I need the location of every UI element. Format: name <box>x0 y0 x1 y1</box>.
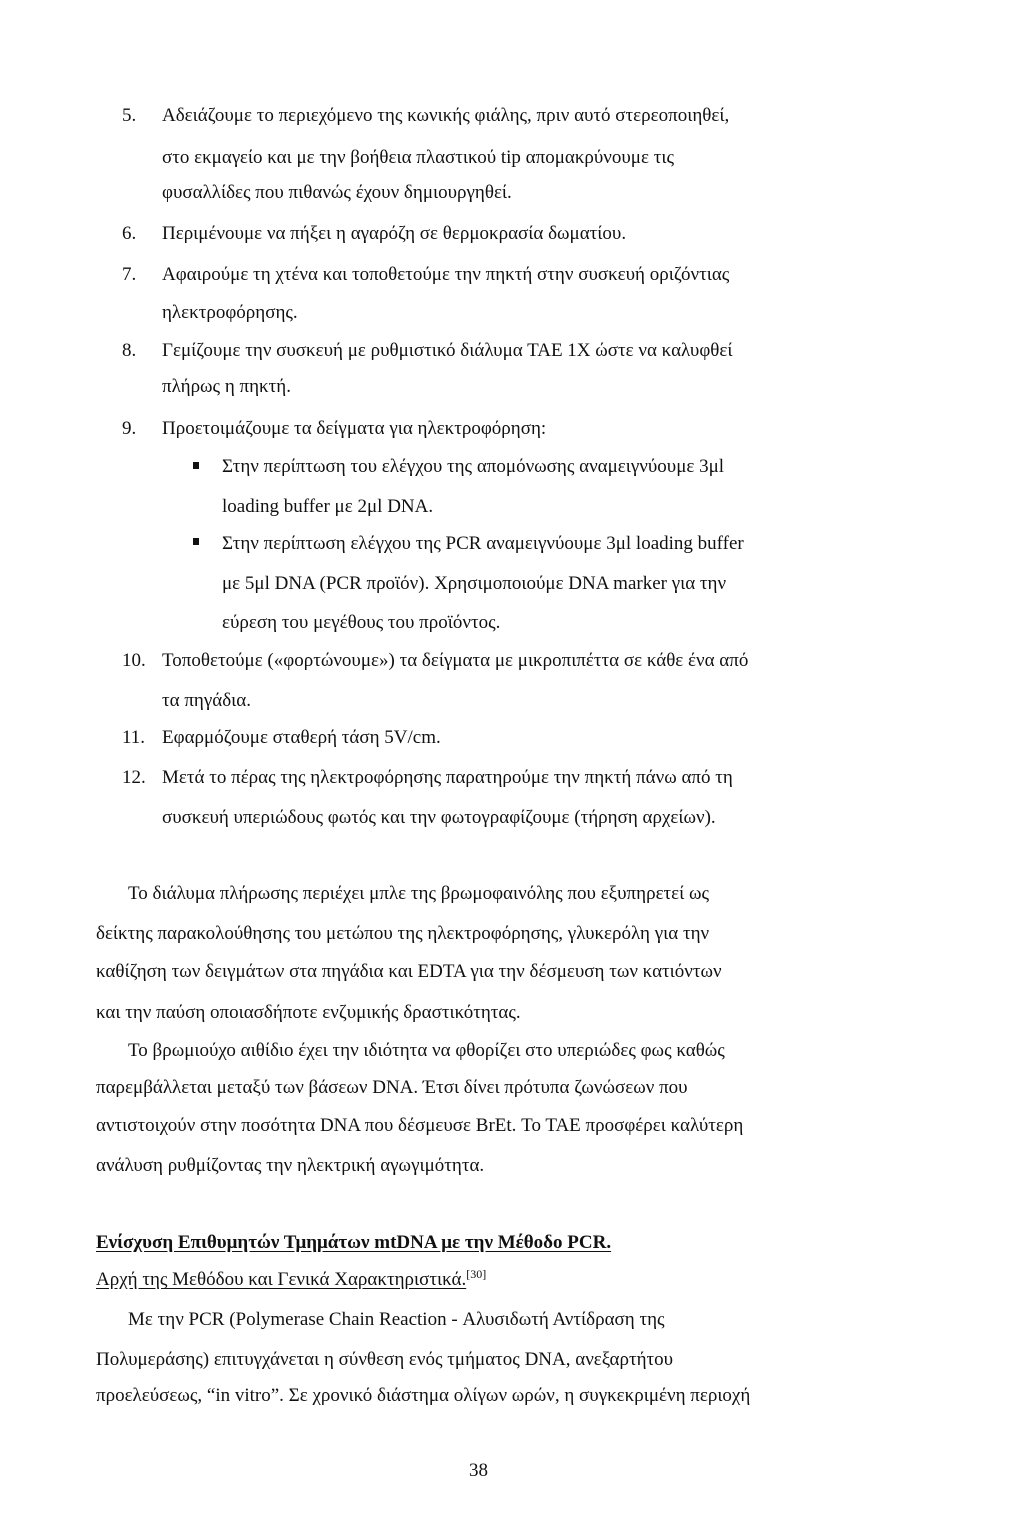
list-item-text: Προετοιμάζουμε τα δείγματα για ηλεκτροφόρηση: <box>162 418 547 439</box>
paragraph-line: ανάλυση ρυθμίζοντας την ηλεκτρική αγωγιμότητα. <box>96 1155 485 1176</box>
list-item-text: τα πηγάδια. <box>162 690 251 711</box>
subheading-text: Αρχή της Μεθόδου και Γενικά Χαρακτηριστικά. <box>96 1269 467 1290</box>
list-number: 10. <box>122 650 146 671</box>
list-number: 6. <box>122 223 137 244</box>
page-number: 38 <box>469 1460 488 1481</box>
paragraph-line: προελεύσεως, “in vitro”. Σε χρονικό διάστημα ολίγων ωρών, η συγκεκριμένη περιοχή <box>96 1385 751 1406</box>
paragraph-line: καθίζηση των δειγμάτων στα πηγάδια και EDTA για την δέσμευση των κατιόντων <box>96 961 722 982</box>
list-item-text: πλήρως η πηκτή. <box>162 376 291 397</box>
bullet-text: με 5μl DNA (PCR προϊόν). Χρησιμοποιούμε DNA marker για την <box>222 573 727 594</box>
list-item-text: Αφαιρούμε τη χτένα και τοποθετούμε την πηκτή στην συσκευή οριζόντιας <box>162 264 730 285</box>
paragraph-line: Το βρωμιούχο αιθίδιο έχει την ιδιότητα να φθορίζει στο υπεριώδες φως καθώς <box>128 1040 725 1061</box>
list-item-text: Γεμίζουμε την συσκευή με ρυθμιστικό διάλυμα ΤΑΕ 1Χ ώστε να καλυφθεί <box>162 340 733 361</box>
list-number: 8. <box>122 340 137 361</box>
list-number: 5. <box>122 105 137 126</box>
list-item-text: Περιμένουμε να πήξει η αγαρόζη σε θερμοκρασία δωματίου. <box>162 223 627 244</box>
list-number: 9. <box>122 418 137 439</box>
list-item-text: φυσαλλίδες που πιθανώς έχουν δημιουργηθεί. <box>162 182 512 203</box>
list-item-text: συσκευή υπεριώδους φωτός και την φωτογραφίζουμε (τήρηση αρχείων). <box>162 807 716 828</box>
bullet-text: Στην περίπτωση του ελέγχου της απομόνωσης αναμειγνύουμε 3μl <box>222 456 725 477</box>
paragraph-line: Με την PCR (Polymerase Chain Reaction - Αλυσιδωτή Αντίδραση της <box>128 1309 665 1330</box>
paragraph-line: Πολυμεράσης) επιτυγχάνεται η σύνθεση ενός τμήματος DNA, ανεξαρτήτου <box>96 1349 674 1370</box>
paragraph-line: δείκτης παρακολούθησης του μετώπου της ηλεκτροφόρησης, γλυκερόλη για την <box>96 923 710 944</box>
bullet-text: loading buffer με 2μl DNA. <box>222 496 434 517</box>
list-item-text: ηλεκτροφόρησης. <box>162 302 298 323</box>
paragraph-line: αντιστοιχούν στην ποσότητα DNA που δέσμευσε BrEt. Το ΤΑΕ προσφέρει καλύτερη <box>96 1115 744 1136</box>
list-item-text: Τοποθετούμε («φορτώνουμε») τα δείγματα με μικροπιπέττα σε κάθε ένα από <box>162 650 749 671</box>
paragraph-line: και την παύση οποιασδήποτε ενζυμικής δραστικότητας. <box>96 1002 521 1023</box>
list-number: 11. <box>122 727 146 748</box>
paragraph-line: Το διάλυμα πλήρωσης περιέχει μπλε της βρωμοφαινόλης που εξυπηρετεί ως <box>128 883 710 904</box>
bullet-text: Στην περίπτωση ελέγχου της PCR αναμειγνύουμε 3μl loading buffer <box>222 533 744 554</box>
reference-marker: [30] <box>466 1267 487 1281</box>
list-item-text: στο εκμαγείο και με την βοήθεια πλαστικού tip απομακρύνουμε τις <box>162 147 674 168</box>
bullet-text: εύρεση του μεγέθους του προϊόντος. <box>222 612 501 633</box>
list-item-text: Αδειάζουμε το περιεχόμενο της κωνικής φιάλης, πριν αυτό στερεοποιηθεί, <box>162 105 730 126</box>
paragraph-line: παρεμβάλλεται μεταξύ των βάσεων DNA. Έτσι δίνει πρότυπα ζωνώσεων που <box>96 1077 688 1098</box>
list-item-text: Μετά το πέρας της ηλεκτροφόρησης παρατηρούμε την πηκτή πάνω από τη <box>162 767 733 788</box>
section-heading: Ενίσχυση Επιθυμητών Τμημάτων mtDNA με την Μέθοδο PCR. <box>96 1232 612 1253</box>
bullet-icon <box>193 538 199 545</box>
list-item-text: Εφαρμόζουμε σταθερή τάση 5V/cm. <box>162 727 441 748</box>
list-number: 12. <box>122 767 146 788</box>
subheading <box>96 1268 486 1292</box>
bullet-icon <box>193 462 199 469</box>
list-number: 7. <box>122 264 137 285</box>
